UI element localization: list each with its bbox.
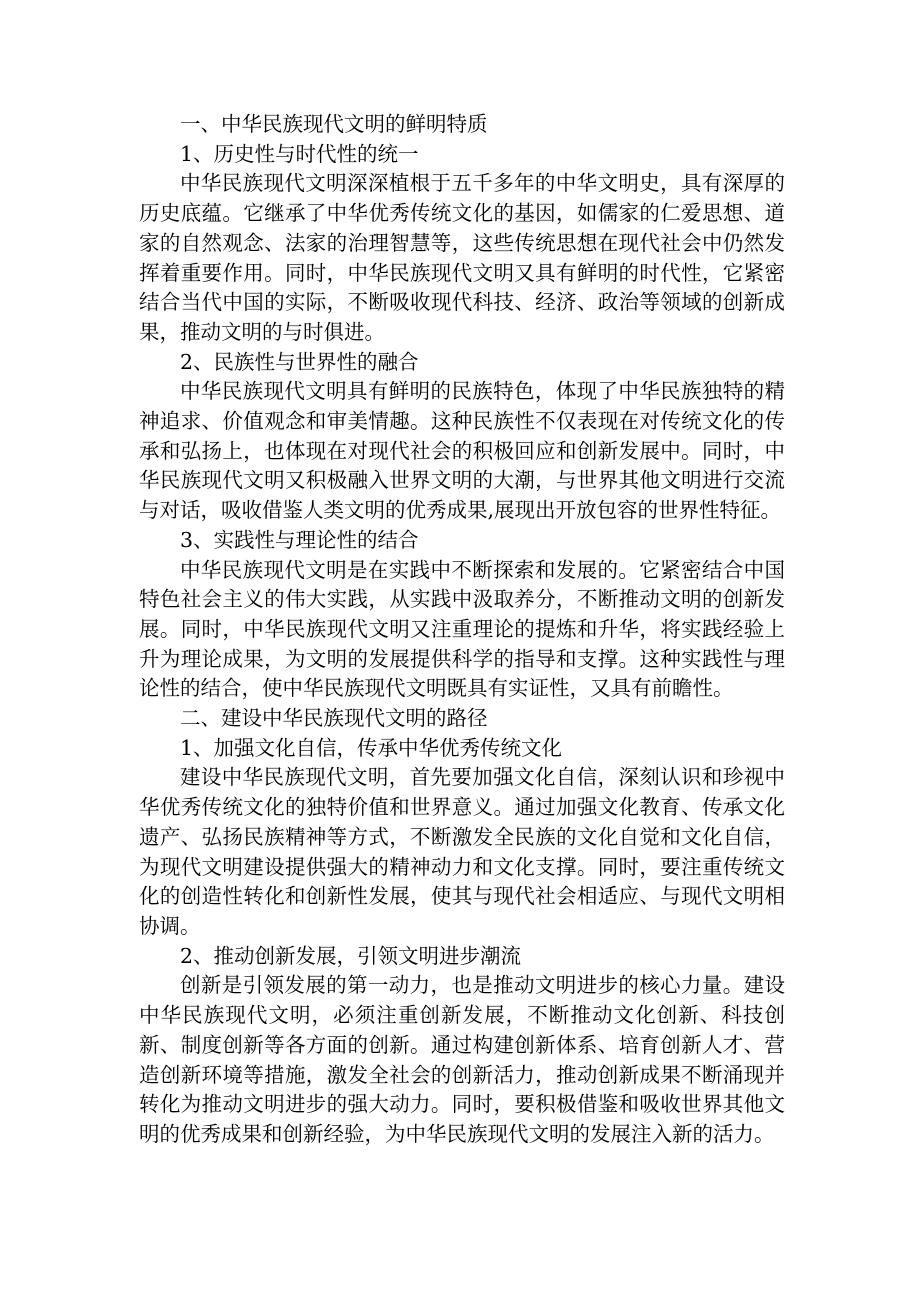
subheading-2-2: 2、推动创新发展，引领文明进步潮流 xyxy=(180,943,522,968)
subheading-2-1: 1、加强文化自信，传承中华优秀传统文化 xyxy=(180,735,563,760)
body-paragraph: 中华民族现代文明是在实践中不断探索和发展的。它紧密结合中国特色社会主义的伟大实践，从实践中汲取养分，不断推动文明的创新发展。同时，中华民族现代文明又注重理论的提炼和升华，将实践经验上升为理论成果，为文明的发展提供科学的指导和支撑。这种实践性与理论性的结合，使中华民族现代文明既具有实证性，又具有前瞻性。 xyxy=(139,557,785,701)
body-paragraph: 建设中华民族现代文明，首先要加强文化自信，深刻认识和珍视中华优秀传统文化的独特价值和世界意义。通过加强文化教育、传承文化遗产、弘扬民族精神等方式，不断激发全民族的文化自觉和文化自信，为现代文明建设提供强大的精神动力和文化支撑。同时，要注重传统文化的创造性转化和创新性发展，使其与现代社会相适应、与现代文明相协调。 xyxy=(139,765,785,938)
body-paragraph: 中华民族现代文明深深植根于五千多年的中华文明史，具有深厚的历史底蕴。它继承了中华优秀传统文化的基因，如儒家的仁爱思想、道家的自然观念、法家的治理智慧等，这些传统思想在现代社会中仍然发挥着重要作用。同时，中华民族现代文明又具有鲜明的时代性，它紧密结合当代中国的实际，不断吸收现代科技、经济、政治等领域的创新成果，推动文明的与时俱进。 xyxy=(139,171,785,344)
body-paragraph: 中华民族现代文明具有鲜明的民族特色，体现了中华民族独特的精神追求、价值观念和审美情趣。这种民族性不仅表现在对传统文化的传承和弘扬上，也体现在对现代社会的积极回应和创新发展中。同时，中华民族现代文明又积极融入世界文明的大潮，与世界其他文明进行交流与对话，吸收借鉴人类文明的优秀成果,展现出开放包容的世界性特征。 xyxy=(139,379,785,523)
body-paragraph: 创新是引领发展的第一动力，也是推动文明进步的核心力量。建设中华民族现代文明，必须注重创新发展，不断推动文化创新、科技创新、制度创新等各方面的创新。通过构建创新体系、培育创新人才、营造创新环境等措施，激发全社会的创新活力，推动创新成果不断涌现并转化为推动文明进步的强大动力。同时，要积极借鉴和吸收世界其他文明的优秀成果和创新经验，为中华民族现代文明的发展注入新的活力。 xyxy=(139,973,785,1146)
section-heading-2: 二、建设中华民族现代文明的路径 xyxy=(180,706,488,731)
subheading-1-3: 3、实践性与理论性的结合 xyxy=(180,527,419,552)
subheading-1-1: 1、历史性与时代性的统一 xyxy=(180,141,419,166)
section-heading-1: 一、中华民族现代文明的鲜明特质 xyxy=(180,112,488,136)
subheading-1-2: 2、民族性与世界性的融合 xyxy=(180,349,419,374)
